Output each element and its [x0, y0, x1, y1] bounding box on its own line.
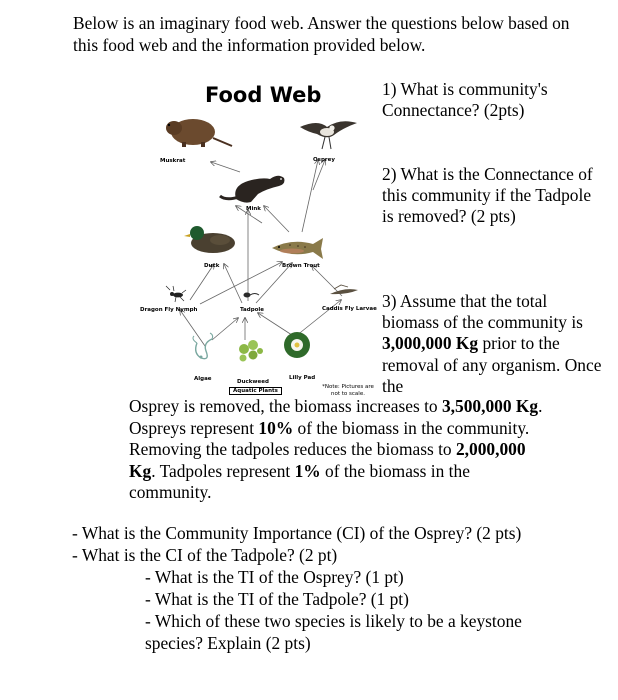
intro-text: Below is an imaginary food web. Answer the questions below based on this food web and the information provided below.: [73, 13, 570, 55]
brown-trout-image: [272, 238, 323, 259]
question-1: 1) What is community's Connectance? (2pts): [382, 79, 548, 121]
question-3-continuation: Osprey is removed, the biomass increases to 3,500,000 Kg. Ospreys represent 10% of the biomass in the community. Removing the tadpoles reduces the biomass to 2,000,000 Kg. Tadpoles represent 1% of the biomass in the community.: [129, 396, 543, 503]
tadpole-image: [244, 293, 260, 298]
label-caddis-fly-larvae: Caddis Fly Larvae: [322, 306, 377, 312]
biomass-after-tadpole: 2,000,000 Kg: [129, 439, 526, 481]
subquestion-ci-tadpole: - What is the CI of the Tadpole? (2 pt): [72, 545, 338, 565]
question-3-initial-biomass: 3,000,000 Kg: [382, 333, 479, 354]
lily-pad-image: [284, 332, 310, 358]
caddis-fly-larvae-image: [330, 285, 358, 294]
subquestion-keystone: - Which of these two species is likely to be a keystone species? Explain (2 pts): [145, 611, 522, 653]
tadpole-percent: 1%: [294, 460, 321, 481]
label-dragon-fly-nymph: Dragon Fly Nymph: [140, 307, 198, 313]
subquestion-ci-osprey: - What is the Community Importance (CI) of the Osprey? (2 pts): [72, 523, 522, 543]
label-duckweed: Duckweed: [237, 379, 269, 385]
label-duck: Duck: [204, 263, 220, 269]
label-mink: Mink: [246, 206, 261, 212]
label-aquatic-plants: Aquatic Plants: [229, 387, 282, 395]
question-3-text-a: 3) Assume that the total biomass of the community is: [382, 291, 583, 333]
dragonfly-nymph-image: [166, 286, 186, 302]
biomass-after-osprey: 3,500,000 Kg: [441, 396, 539, 416]
question-2: 2) What is the Connectance of this community if the Tadpole is removed? (2 pts): [382, 164, 593, 227]
algae-image: [193, 333, 213, 359]
duck-image: [184, 226, 235, 253]
label-tadpole: Tadpole: [240, 307, 265, 313]
question-3: [382, 291, 602, 397]
label-algae: Algae: [194, 376, 212, 382]
osprey-image: [300, 121, 357, 149]
subquestion-ti-osprey: - What is the TI of the Osprey? (1 pt): [145, 567, 404, 587]
osprey-percent: 10%: [258, 417, 294, 438]
label-brown-trout: Brown Trout: [282, 263, 320, 269]
label-scale-note: *Note: Pictures are not to scale.: [322, 384, 374, 397]
duckweed-image: [239, 340, 263, 362]
muskrat-image: [166, 119, 232, 147]
label-osprey: Osprey: [313, 157, 335, 163]
mink-image: [220, 176, 284, 203]
subquestion-ti-tadpole: - What is the TI of the Tadpole? (1 pt): [145, 589, 409, 609]
label-lilly-pad: Lilly Pad: [289, 375, 316, 381]
label-muskrat: Muskrat: [160, 158, 186, 164]
food-web-title: Food Web: [205, 83, 322, 107]
question-3-text-b: prior to the removal of any organism. Once the: [382, 333, 602, 396]
